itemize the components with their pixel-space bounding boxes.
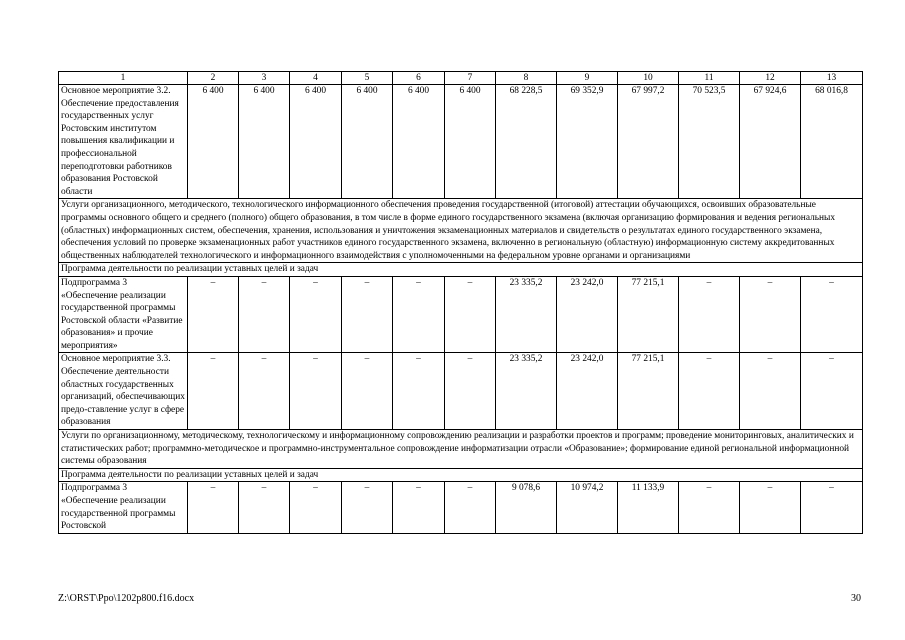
row-name: Основное мероприятие 3.3. Обеспечение деятельности областных государственных организаций, обеспечивающих предо-ставление услуг в сфере образования (59, 353, 188, 430)
value-cell: – (239, 482, 290, 533)
table-row (59, 353, 863, 430)
value-cell: – (290, 353, 342, 430)
value-cell: – (445, 482, 496, 533)
value-cell: – (740, 353, 801, 430)
value-cell: – (801, 482, 863, 533)
value-cell: 69 352,9 (557, 85, 618, 199)
value-cell: – (393, 276, 445, 353)
value-cell: – (188, 353, 239, 430)
value-cell: 6 400 (445, 85, 496, 199)
value-cell: 11 133,9 (618, 482, 679, 533)
value-cell: – (740, 276, 801, 353)
value-cell: – (445, 353, 496, 430)
budget-table (58, 71, 863, 534)
value-cell: 23 242,0 (557, 276, 618, 353)
section-row (59, 430, 863, 469)
value-cell: – (239, 353, 290, 430)
header-cell: 5 (342, 72, 393, 85)
value-cell: – (342, 482, 393, 533)
table-row (59, 85, 863, 199)
section-text: Программа деятельности по реализации уставных целей и задач (59, 468, 863, 482)
table-row (59, 276, 863, 353)
header-cell: 3 (239, 72, 290, 85)
value-cell: – (801, 276, 863, 353)
section-text: Услуги по организационному, методическому, технологическому и информационному сопровождению реализации и разработки проектов и программ; проведение мониторинговых, аналитических и статистических работ; программно-методическое и программно-инструментальное сопровождение информатизации отрасли «Образование»; формирование единой региональной информационной системы образования (59, 430, 863, 469)
value-cell: – (801, 353, 863, 430)
value-cell: 6 400 (393, 85, 445, 199)
value-cell: 23 335,2 (496, 353, 557, 430)
row-name: Основное мероприятие 3.2. Обеспечение предоставления государственных услуг Ростовским институтом повышения квалификации и профессиональной переподготовки работников образования Ростовской области (59, 85, 188, 199)
value-cell: – (342, 353, 393, 430)
section-row (59, 199, 863, 263)
value-cell: 23 242,0 (557, 353, 618, 430)
value-cell: – (393, 353, 445, 430)
header-cell: 4 (290, 72, 342, 85)
value-cell: 77 215,1 (618, 276, 679, 353)
value-cell: – (188, 276, 239, 353)
header-cell: 2 (188, 72, 239, 85)
value-cell: – (679, 482, 740, 533)
value-cell: 77 215,1 (618, 353, 679, 430)
table-row (59, 482, 863, 533)
value-cell: 6 400 (188, 85, 239, 199)
value-cell: 67 997,2 (618, 85, 679, 199)
value-cell: – (290, 276, 342, 353)
value-cell: – (239, 276, 290, 353)
value-cell: 68 016,8 (801, 85, 863, 199)
value-cell: 6 400 (239, 85, 290, 199)
value-cell: 70 523,5 (679, 85, 740, 199)
value-cell: 9 078,6 (496, 482, 557, 533)
header-cell: 9 (557, 72, 618, 85)
table-body (59, 72, 863, 534)
header-cell: 1 (59, 72, 188, 85)
section-row (59, 263, 863, 277)
header-cell: 12 (740, 72, 801, 85)
value-cell: – (342, 276, 393, 353)
header-cell: 8 (496, 72, 557, 85)
header-cell: 7 (445, 72, 496, 85)
footer-page-number: 30 (851, 593, 861, 604)
header-cell: 10 (618, 72, 679, 85)
value-cell: – (188, 482, 239, 533)
value-cell: – (740, 482, 801, 533)
section-text: Программа деятельности по реализации уставных целей и задач (59, 263, 863, 277)
value-cell: 6 400 (342, 85, 393, 199)
value-cell: 68 228,5 (496, 85, 557, 199)
header-cell: 6 (393, 72, 445, 85)
header-cell: 13 (801, 72, 863, 85)
footer-file-path: Z:\ORST\Ppo\1202p800.f16.docx (58, 593, 195, 604)
value-cell: 67 924,6 (740, 85, 801, 199)
value-cell: 6 400 (290, 85, 342, 199)
row-name: Подпрограмма 3 «Обеспечение реализации государственной программы Ростовской области «Развитие образования» и прочие мероприятия» (59, 276, 188, 353)
value-cell: 23 335,2 (496, 276, 557, 353)
value-cell: – (393, 482, 445, 533)
header-cell: 11 (679, 72, 740, 85)
row-name: Подпрограмма 3 «Обеспечение реализации государственной программы Ростовской (59, 482, 188, 533)
value-cell: – (290, 482, 342, 533)
section-row (59, 468, 863, 482)
value-cell: – (445, 276, 496, 353)
section-text: Услуги организационного, методического, технологического информационного обеспечения проведения государственной (итоговой) аттестации обучающихся, освоивших образовательные программы основного общего и среднего (полного) общего образования, в том числе в форме единого государственного экзамена (включая организацию формирования и ведения региональных (областных) информационных систем, обеспечения, хранения, использования и уничтожения экзаменационных материалов и свидетельств о результатах единого государственного экзамена, обеспечения условий по проверке экзаменационных работ участников единого государственного экзамена, включенно в региональную (областную) информационную систему аккредитованных общественных наблюдателей технологического и информационного взаимодействия с уполномоченными на федеральном уровне органами и организациями (59, 199, 863, 263)
header-row (59, 72, 863, 85)
value-cell: – (679, 276, 740, 353)
value-cell: 10 974,2 (557, 482, 618, 533)
value-cell: – (679, 353, 740, 430)
